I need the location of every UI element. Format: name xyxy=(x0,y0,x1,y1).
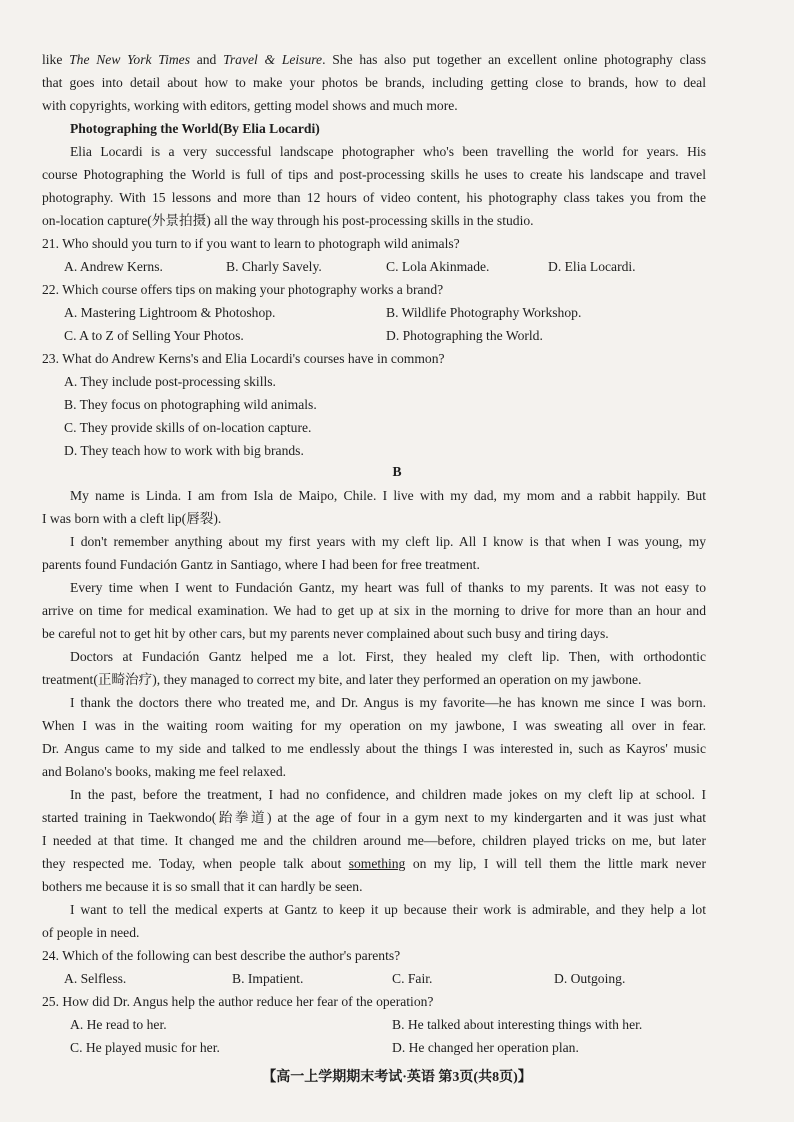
q24-option-a[interactable]: A. Selfless. xyxy=(64,971,127,986)
passage-b-line: When I was in the waiting room waiting for my operation on my jawbone, I was sweating all over in fear. xyxy=(42,718,706,733)
q24-option-c[interactable]: C. Fair. xyxy=(392,971,433,986)
passage-b-line: I was born with a cleft lip(唇裂). xyxy=(42,511,222,526)
passage-a-line xyxy=(42,50,706,70)
passage-b-line: of people in need. xyxy=(42,925,140,940)
course-heading: Photographing the World(By Elia Locardi) xyxy=(70,121,320,136)
passage-b-line: treatment(正畸治疗), they managed to correct my bite, and later they performed an operation on my jawbone. xyxy=(42,672,642,687)
q21-option-c[interactable]: C. Lola Akinmade. xyxy=(386,259,490,274)
passage-b-line xyxy=(42,854,706,874)
page-footer: 【高一上学期期末考试·英语 第3页(共8页)】 xyxy=(262,1070,532,1085)
q21-option-a[interactable]: A. Andrew Kerns. xyxy=(64,259,163,274)
passage-a-line: photography. With 15 lessons and more than 12 hours of video content, his photography class takes you from the xyxy=(42,190,706,205)
passage-b-line: I thank the doctors there who treated me, and Dr. Angus is my favorite—he has known me since I was born. xyxy=(70,695,706,710)
passage-b-line: parents found Fundación Gantz in Santiago, where I had been for free treatment. xyxy=(42,557,480,572)
publication-title: Travel & Leisure xyxy=(223,52,323,67)
passage-b-line: Every time when I went to Fundación Gantz, my heart was full of thanks to my parents. It was not easy to xyxy=(70,580,706,595)
q22-option-c[interactable]: C. A to Z of Selling Your Photos. xyxy=(64,328,244,343)
passage-a-line: Elia Locardi is a very successful landscape photographer who's been travelling the world for years. His xyxy=(70,144,706,159)
q25-option-c[interactable]: C. He played music for her. xyxy=(70,1040,220,1055)
passage-b-line: I don't remember anything about my first years with my cleft lip. All I know is that when I was young, my xyxy=(70,534,706,549)
passage-b-line: be careful not to get hit by other cars, but my parents never complained about such busy and tiring days. xyxy=(42,626,609,641)
q22-option-d[interactable]: D. Photographing the World. xyxy=(386,328,543,343)
passage-b-line: I needed at that time. It changed me and the children around me—before, children played tricks on me, but later xyxy=(42,833,706,848)
text-span: . She has also put together an excellent online photography class xyxy=(322,52,706,67)
q24-option-b[interactable]: B. Impatient. xyxy=(232,971,304,986)
passage-b-line: Doctors at Fundación Gantz helped me a lot. First, they healed my cleft lip. Then, with orthodontic xyxy=(70,649,706,664)
section-b-label: B xyxy=(392,464,402,479)
passage-b-line: I want to tell the medical experts at Gantz to keep it up because their work is admirable, and they help a lot xyxy=(70,902,706,917)
q25-option-d[interactable]: D. He changed her operation plan. xyxy=(392,1040,579,1055)
q25-option-a[interactable]: A. He read to her. xyxy=(70,1017,167,1032)
text-span: they respected me. Today, when people talk about xyxy=(42,856,349,871)
q23-option-b[interactable]: B. They focus on photographing wild animals. xyxy=(64,397,317,412)
publication-title: The New York Times xyxy=(69,52,190,67)
q23-option-d[interactable]: D. They teach how to work with big brands. xyxy=(64,443,304,458)
passage-a-line: that goes into detail about how to make your photos be brands, including getting close to brands, how to deal xyxy=(42,75,706,90)
text-span: like xyxy=(42,52,70,67)
q23-option-c[interactable]: C. They provide skills of on-location capture. xyxy=(64,420,312,435)
passage-b-line: started training in Taekwondo(跆拳道) at the age of four in a gym next to my kindergarten and it was just what xyxy=(42,810,706,825)
question-23-stem: 23. What do Andrew Kerns's and Elia Locardi's courses have in common? xyxy=(42,351,445,366)
passage-b-line: arrive on time for medical examination. We had to get up at six in the morning to drive for more than an hour and xyxy=(42,603,706,618)
underlined-word: something xyxy=(348,856,406,871)
question-25-stem: 25. How did Dr. Angus help the author reduce her fear of the operation? xyxy=(42,994,434,1009)
passage-a-line: on-location capture(外景拍摄) all the way through his post-processing skills in the studio. xyxy=(42,213,534,228)
question-22-stem: 22. Which course offers tips on making your photography works a brand? xyxy=(42,282,444,297)
q21-option-b[interactable]: B. Charly Savely. xyxy=(226,259,322,274)
q23-option-a[interactable]: A. They include post-processing skills. xyxy=(64,374,276,389)
passage-b-line: My name is Linda. I am from Isla de Maipo, Chile. I live with my dad, my mom and a rabbit happily. But xyxy=(70,488,706,503)
q22-option-a[interactable]: A. Mastering Lightroom & Photoshop. xyxy=(64,305,276,320)
question-21-stem: 21. Who should you turn to if you want to learn to photograph wild animals? xyxy=(42,236,460,251)
text-span: on my lip, I will tell them the little mark never xyxy=(405,856,706,871)
q21-option-d[interactable]: D. Elia Locardi. xyxy=(548,259,636,274)
passage-a-line: course Photographing the World is full of tips and post-processing skills he uses to create his landscape and travel xyxy=(42,167,706,182)
passage-b-line: bothers me because it is so small that it can hardly be seen. xyxy=(42,879,363,894)
passage-b-line: Dr. Angus came to my side and talked to me endlessly about the things I was interested in, such as Kayros' music xyxy=(42,741,706,756)
q24-option-d[interactable]: D. Outgoing. xyxy=(554,971,626,986)
passage-b-line: and Bolano's books, making me feel relaxed. xyxy=(42,764,287,779)
question-24-stem: 24. Which of the following can best describe the author's parents? xyxy=(42,948,401,963)
text-span: and xyxy=(189,52,224,67)
q25-option-b[interactable]: B. He talked about interesting things with her. xyxy=(392,1017,643,1032)
q22-option-b[interactable]: B. Wildlife Photography Workshop. xyxy=(386,305,582,320)
passage-a-line: with copyrights, working with editors, getting model shows and much more. xyxy=(42,98,458,113)
passage-b-line: In the past, before the treatment, I had no confidence, and children made jokes on my cleft lip at school. I xyxy=(70,787,706,802)
